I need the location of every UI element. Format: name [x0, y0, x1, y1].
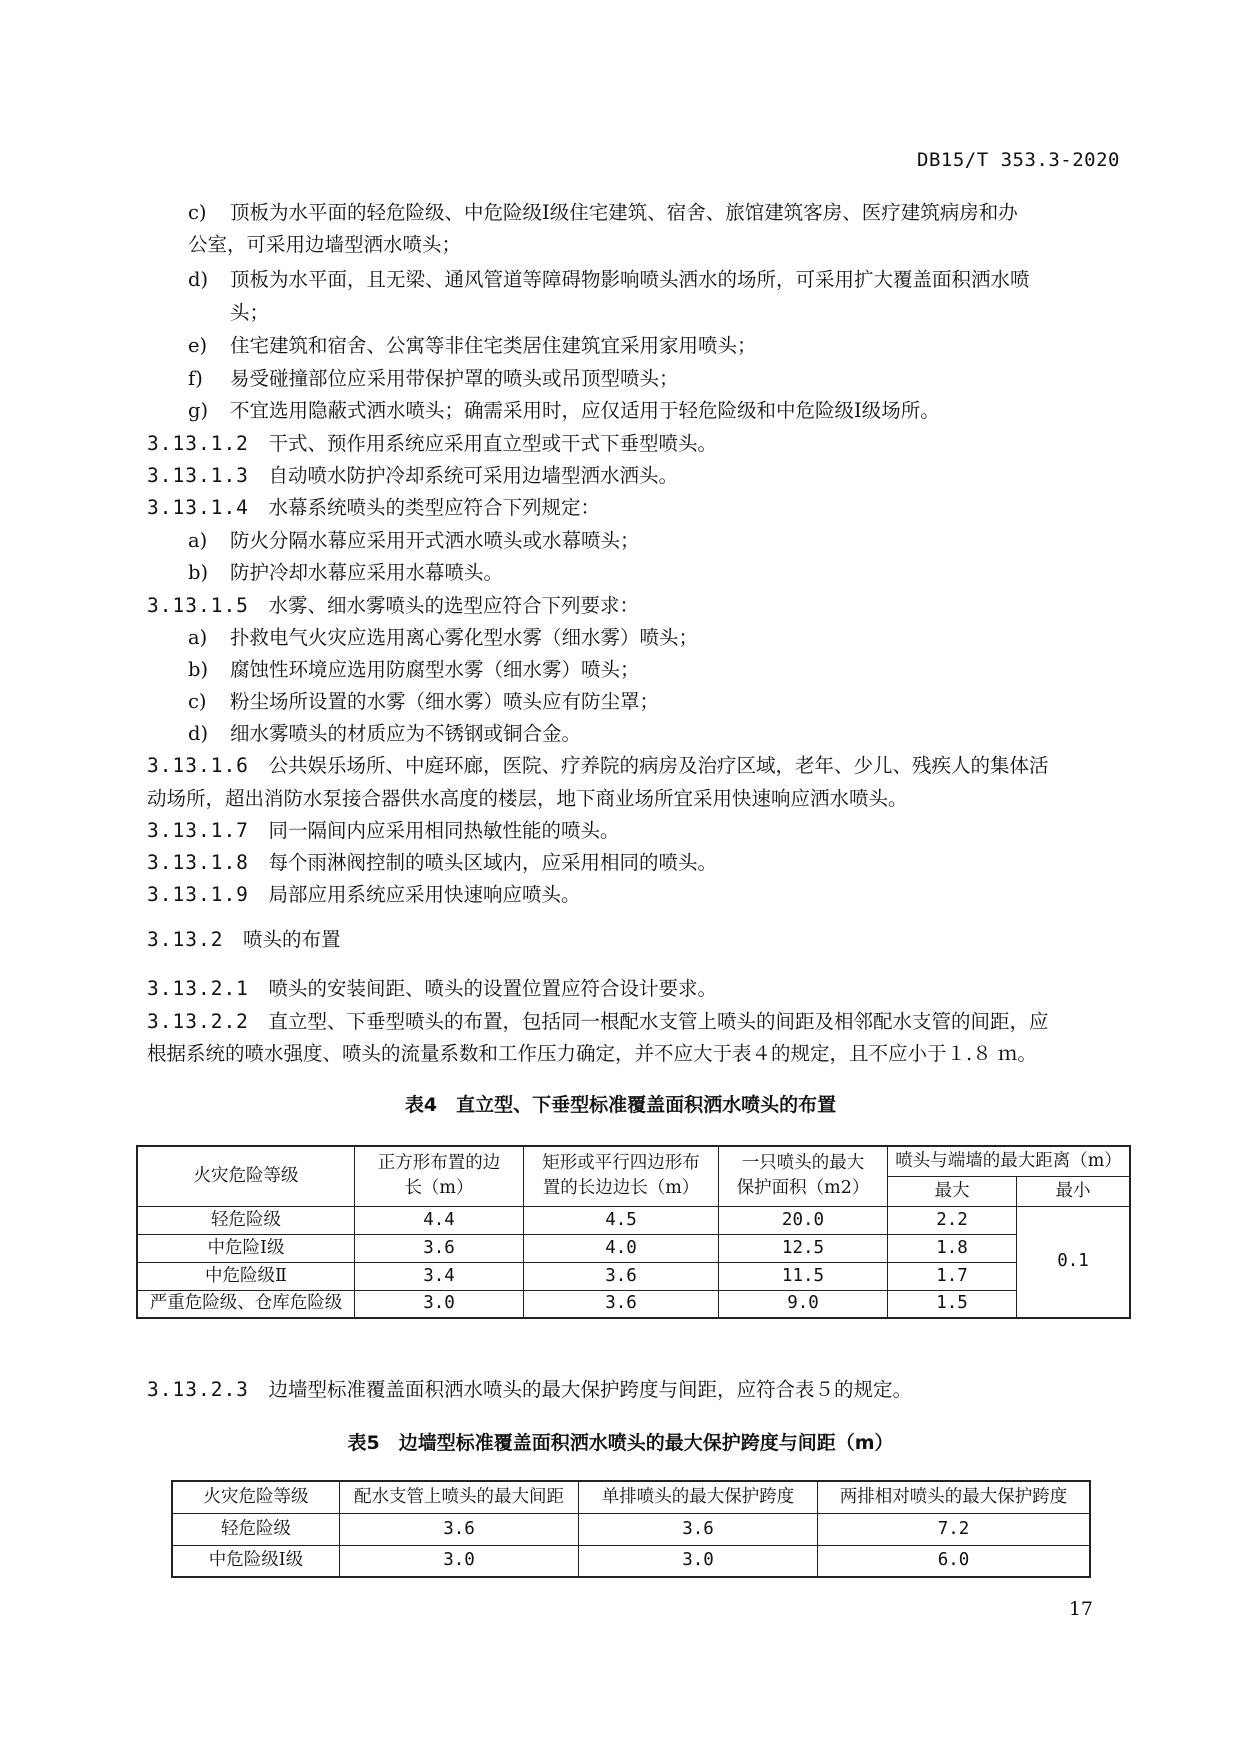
list-item-g [188, 397, 940, 425]
table5 [171, 1480, 1091, 1578]
item-text-cont: 公室，可采用边墙型洒水喷头； [188, 233, 462, 256]
table-header: 最小 [1017, 1176, 1131, 1206]
table-row: 中危险级Ⅰ级 3.0 3.0 6.0 [172, 1545, 1090, 1577]
min-distance-cell: 0.1 [1017, 1206, 1131, 1318]
clause-3-13-2-3: 3.13.2.3 边墙型标准覆盖面积洒水喷头的最大保护跨度与间距，应符合表５的规定。 [147, 1378, 912, 1401]
table-header: 一只喷头的最大 保护面积（m2） [719, 1146, 888, 1206]
clause-3-13-2-2-cont: 根据系统的喷水强度、喷头的流量系数和工作压力确定，并不应大于表４的规定，且不应小于１.８ ｍ。 [147, 1042, 1037, 1065]
table-row: 中危险Ⅰ级 3.6 4.0 12.5 1.8 [137, 1234, 1130, 1262]
item-text: 顶板为水平面的轻危险级、中危险级Ⅰ级住宅建筑、宿舍、旅馆建筑客房、医疗建筑病房和办 [230, 201, 1018, 224]
list-item-d [188, 266, 1030, 294]
clause-3-13-1-5: 3.13.1.5 水雾、细水雾喷头的选型应符合下列要求： [147, 594, 639, 617]
item-label: f) [188, 367, 203, 390]
list-item-b: b) 防护冷却水幕应采用水幕喷头。 [188, 561, 504, 584]
table-row: 中危险级Ⅱ 3.4 3.6 11.5 1.7 [137, 1262, 1130, 1290]
page-number: 17 [1068, 1598, 1093, 1620]
item-text: 顶板为水平面，且无梁、通风管道等障碍物影响喷头洒水的场所，可采用扩大覆盖面积洒水喷 [230, 268, 1030, 291]
table-header: 单排喷头的最大保护跨度 [579, 1481, 818, 1513]
clause-3-13-1-9: 3.13.1.9 局部应用系统应采用快速响应喷头。 [147, 883, 581, 906]
list-item-b: b) 腐蚀性环境应选用防腐型水雾（细水雾）喷头； [188, 658, 640, 681]
list-item-a: a) 防火分隔水幕应采用开式洒水喷头或水幕喷头； [188, 529, 640, 552]
item-label: d) [188, 268, 209, 291]
clause-3-13-2-1: 3.13.2.1 喷头的安装间距、喷头的设置位置应符合设计要求。 [147, 977, 717, 1000]
list-item-c [188, 199, 1018, 227]
list-item-f [188, 365, 679, 393]
clause-3-13-1-6-cont: 动场所，超出消防水泵接合器供水高度的楼层，地下商业场所宜采用快速响应洒水喷头。 [147, 787, 908, 810]
list-item-c-cont [188, 231, 461, 259]
table-header: 火灾危险等级 [137, 1146, 355, 1206]
clause-3-13-2-2: 3.13.2.2 直立型、下垂型喷头的布置，包括同一根配水支管上喷头的间距及相邻配水支管的间距，应 [147, 1010, 1049, 1033]
list-item-d-cont [230, 299, 269, 327]
standard-code: DB15/T 353.3-2020 [917, 149, 1120, 171]
list-item-d: d) 细水雾喷头的材质应为不锈钢或铜合金。 [188, 722, 582, 745]
table-header: 两排相对喷头的最大保护跨度 [818, 1481, 1091, 1513]
table-header: 喷头与端墙的最大距离（m） [888, 1146, 1131, 1176]
table-row: 严重危险级、仓库危险级 3.0 3.6 9.0 1.5 [137, 1290, 1130, 1318]
item-text: 易受碰撞部位应采用带保护罩的喷头或吊顶型喷头； [230, 367, 679, 390]
table-row: 轻危险级 4.4 4.5 20.0 2.2 0.1 [137, 1206, 1130, 1234]
table5-title: 表5 边墙型标准覆盖面积洒水喷头的最大保护跨度与间距（m） [347, 1432, 894, 1454]
table-header: 配水支管上喷头的最大间距 [340, 1481, 579, 1513]
table4-title: 表4 直立型、下垂型标准覆盖面积洒水喷头的布置 [404, 1094, 837, 1116]
clause-3-13-1-3: 3.13.1.3 自动喷水防护冷却系统可采用边墙型洒水洒头。 [147, 464, 678, 487]
table-header: 火灾危险等级 [172, 1481, 340, 1513]
list-item-a: a) 扑救电气火灾应选用离心雾化型水雾（细水雾）喷头； [188, 626, 699, 649]
clause-3-13-1-6: 3.13.1.6 公共娱乐场所、中庭环廊，医院、疗养院的病房及治疗区域，老年、少儿、残疾人的集体活 [147, 754, 1049, 777]
item-label: c) [188, 201, 207, 224]
list-item-e [188, 332, 757, 360]
table-header: 最大 [888, 1176, 1017, 1206]
list-item-c: c) 粉尘场所设置的水雾（细水雾）喷头应有防尘罩； [188, 690, 660, 713]
item-text: 住宅建筑和宿舍、公寓等非住宅类居住建筑宜采用家用喷头； [230, 334, 757, 357]
clause-3-13-1-2: 3.13.1.2 干式、预作用系统应采用直立型或干式下垂型喷头。 [147, 432, 717, 455]
table-header: 矩形或平行四边形布 置的长边边长（m） [524, 1146, 719, 1206]
item-label: g) [188, 399, 209, 422]
clause-3-13-1-7: 3.13.1.7 同一隔间内应采用相同热敏性能的喷头。 [147, 819, 620, 842]
section-heading-3-13-2: 3.13.2 喷头的布置 [147, 928, 341, 951]
clause-3-13-1-8: 3.13.1.8 每个雨淋阀控制的喷头区域内，应采用相同的喷头。 [147, 851, 717, 874]
item-label: e) [188, 334, 208, 357]
table-row: 轻危险级 3.6 3.6 7.2 [172, 1513, 1090, 1545]
item-text: 不宜选用隐蔽式洒水喷头；确需采用时，应仅适用于轻危险级和中危险级Ⅰ级场所。 [230, 399, 940, 422]
table4 [136, 1145, 1131, 1319]
clause-3-13-1-4: 3.13.1.4 水幕系统喷头的类型应符合下列规定： [147, 496, 600, 519]
table-header: 正方形布置的边 长（m） [355, 1146, 524, 1206]
item-text-cont: 头； [230, 301, 270, 324]
